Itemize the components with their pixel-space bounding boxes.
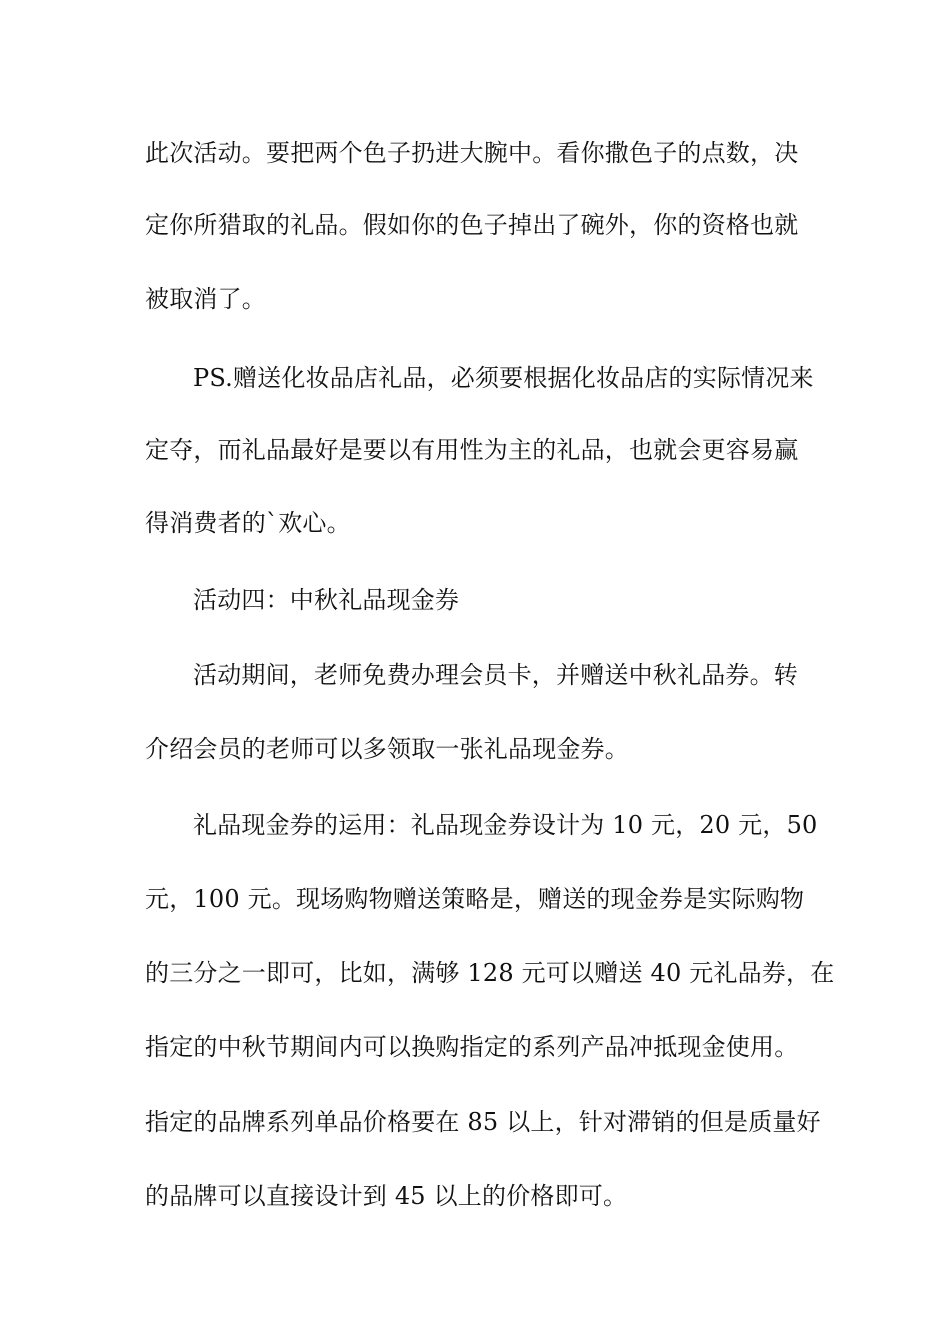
text-line: 的品牌可以直接设计到 45 以上的价格即可。 bbox=[145, 1182, 628, 1210]
text-line: 得消费者的`欢心。 bbox=[145, 509, 351, 537]
text-line: 被取消了。 bbox=[145, 285, 266, 313]
text-line: 的三分之一即可，比如，满够 128 元可以赠送 40 元礼品券，在 bbox=[145, 959, 835, 987]
paragraph-start-line: 活动期间，老师免费办理会员卡，并赠送中秋礼品券。转 bbox=[193, 661, 798, 689]
paragraph-start-line: PS.赠送化妆品店礼品，必须要根据化妆品店的实际情况来 bbox=[193, 364, 814, 392]
text-line: 此次活动。要把两个色子扔进大腕中。看你撒色子的点数，决 bbox=[145, 139, 799, 167]
text-line: 定夺，而礼品最好是要以有用性为主的礼品，也就会更容易赢 bbox=[145, 436, 799, 464]
text-line: 指定的品牌系列单品价格要在 85 以上，针对滞销的但是质量好 bbox=[145, 1108, 821, 1136]
text-line: 定你所猎取的礼品。假如你的色子掉出了碗外，你的资格也就 bbox=[145, 211, 799, 239]
text-line: 介绍会员的老师可以多领取一张礼品现金券。 bbox=[145, 735, 629, 763]
text-line: 元，100 元。现场购物赠送策略是，赠送的现金券是实际购物 bbox=[145, 885, 805, 913]
paragraph-start-line: 礼品现金券的运用：礼品现金券设计为 10 元，20 元，50 bbox=[193, 811, 818, 839]
section-heading: 活动四：中秋礼品现金券 bbox=[193, 586, 460, 614]
text-line: 指定的中秋节期间内可以换购指定的系列产品冲抵现金使用。 bbox=[145, 1033, 799, 1061]
